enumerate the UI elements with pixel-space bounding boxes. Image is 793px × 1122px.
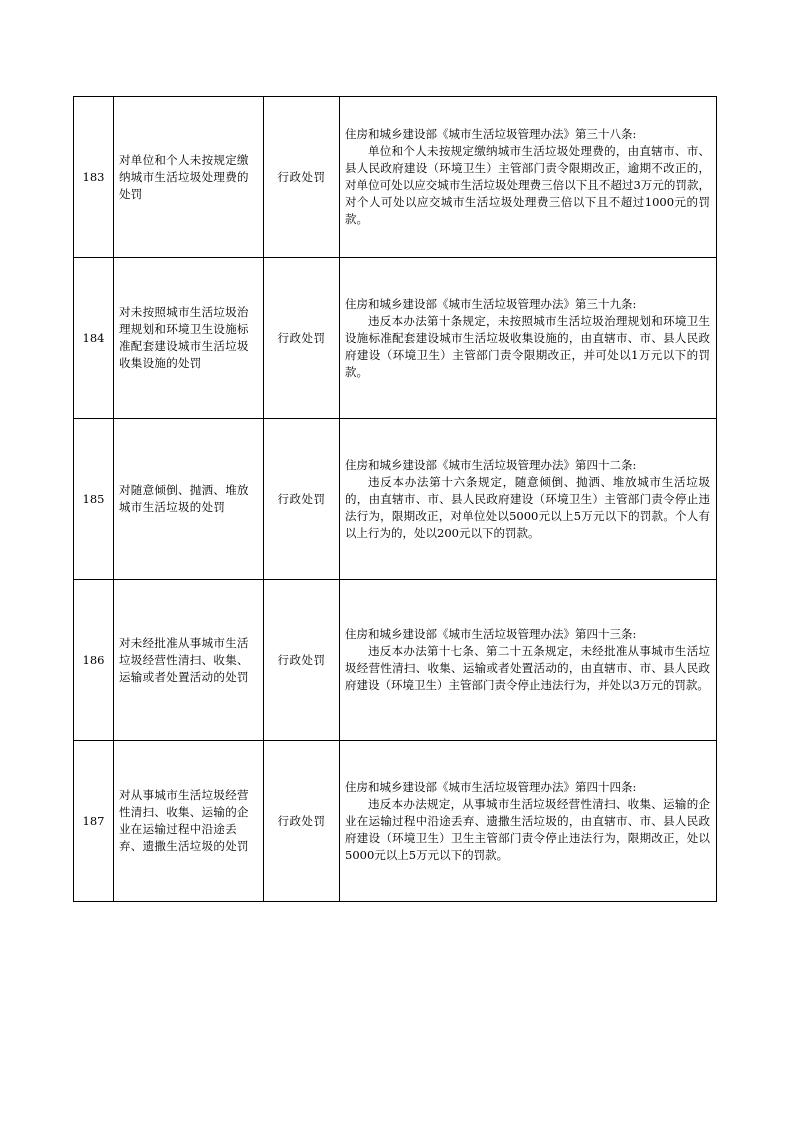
row-number: 186	[74, 580, 114, 741]
penalty-table	[73, 96, 717, 902]
legal-basis	[340, 580, 717, 741]
legal-basis	[340, 741, 717, 902]
penalty-type: 行政处罚	[264, 258, 340, 419]
penalty-type: 行政处罚	[264, 419, 340, 580]
basis-title: 住房和城乡建设部《城市生活垃圾管理办法》第三十九条:	[345, 296, 637, 311]
legal-basis	[340, 97, 717, 258]
basis-body: 违反本办法第十条规定，未按照城市生活垃圾治理规划和环境卫生设施标准配套建设城市生活垃圾收集设施的，由直辖市、市、县人民政府建设（环境卫生）主管部门责令限期改正，并可处以1万元以下的罚款。	[345, 313, 710, 379]
basis-title: 住房和城乡建设部《城市生活垃圾管理办法》第四十三条:	[345, 627, 637, 641]
row-number: 184	[74, 258, 114, 419]
row-number: 183	[74, 97, 114, 258]
basis-body: 违反本办法第十七条、第二十五条规定，未经批准从事城市生活垃圾经营性清扫、收集、运输或者处置活动的，由直辖市、市、县人民政府建设（环境卫生）主管部门责令停止违法行为，并处以3万元的罚款。	[345, 644, 710, 692]
basis-title: 住房和城乡建设部《城市生活垃圾管理办法》第四十四条:	[345, 779, 637, 794]
table-row	[74, 258, 717, 419]
penalty-item: 对未经批准从事城市生活垃圾经营性清扫、收集、运输或者处置活动的处罚	[114, 580, 264, 741]
table-row	[74, 419, 717, 580]
row-number: 187	[74, 741, 114, 902]
penalty-type: 行政处罚	[264, 741, 340, 902]
penalty-item: 对随意倾倒、抛洒、堆放城市生活垃圾的处罚	[114, 419, 264, 580]
table-row	[74, 741, 717, 902]
row-number: 185	[74, 419, 114, 580]
penalty-type: 行政处罚	[264, 97, 340, 258]
basis-body: 违反本办法规定，从事城市生活垃圾经营性清扫、收集、运输的企业在运输过程中沿途丢弃、遗撒生活垃圾的，由直辖市、市、县人民政府建设（环境卫生）卫生主管部门责令停止违法行为，限期改正，处以5000元以上5万元以下的罚款。	[345, 796, 710, 862]
basis-title: 住房和城乡建设部《城市生活垃圾管理办法》第四十二条:	[345, 457, 637, 472]
penalty-type: 行政处罚	[264, 580, 340, 741]
table-row	[74, 97, 717, 258]
table-row	[74, 580, 717, 741]
basis-body: 单位和个人未按规定缴纳城市生活垃圾处理费的，由直辖市、市、县人民政府建设（环境卫生）主管部门责令限期改正，逾期不改正的，对单位可处以应交城市生活垃圾处理费三倍以下且不超过3万元的罚款，对个人可处以应交城市生活垃圾处理费三倍以下且不超过1000元的罚款。	[345, 144, 710, 226]
penalty-item: 对未按照城市生活垃圾治理规划和环境卫生设施标准配套建设城市生活垃圾收集设施的处罚	[114, 258, 264, 419]
basis-title: 住房和城乡建设部《城市生活垃圾管理办法》第三十八条:	[345, 127, 637, 141]
legal-basis	[340, 258, 717, 419]
penalty-item: 对单位和个人未按规定缴纳城市生活垃圾处理费的处罚	[114, 97, 264, 258]
penalty-item: 对从事城市生活垃圾经营性清扫、收集、运输的企业在运输过程中沿途丢弃、遗撒生活垃圾的处罚	[114, 741, 264, 902]
basis-body: 违反本办法第十六条规定，随意倾倒、抛洒、堆放城市生活垃圾的，由直辖市、市、县人民政府建设（环境卫生）主管部门责令停止违法行为，限期改正，对单位处以5000元以上5万元以下的罚款。个人有以上行为的，处以200元以下的罚款。	[345, 474, 710, 540]
legal-basis	[340, 419, 717, 580]
